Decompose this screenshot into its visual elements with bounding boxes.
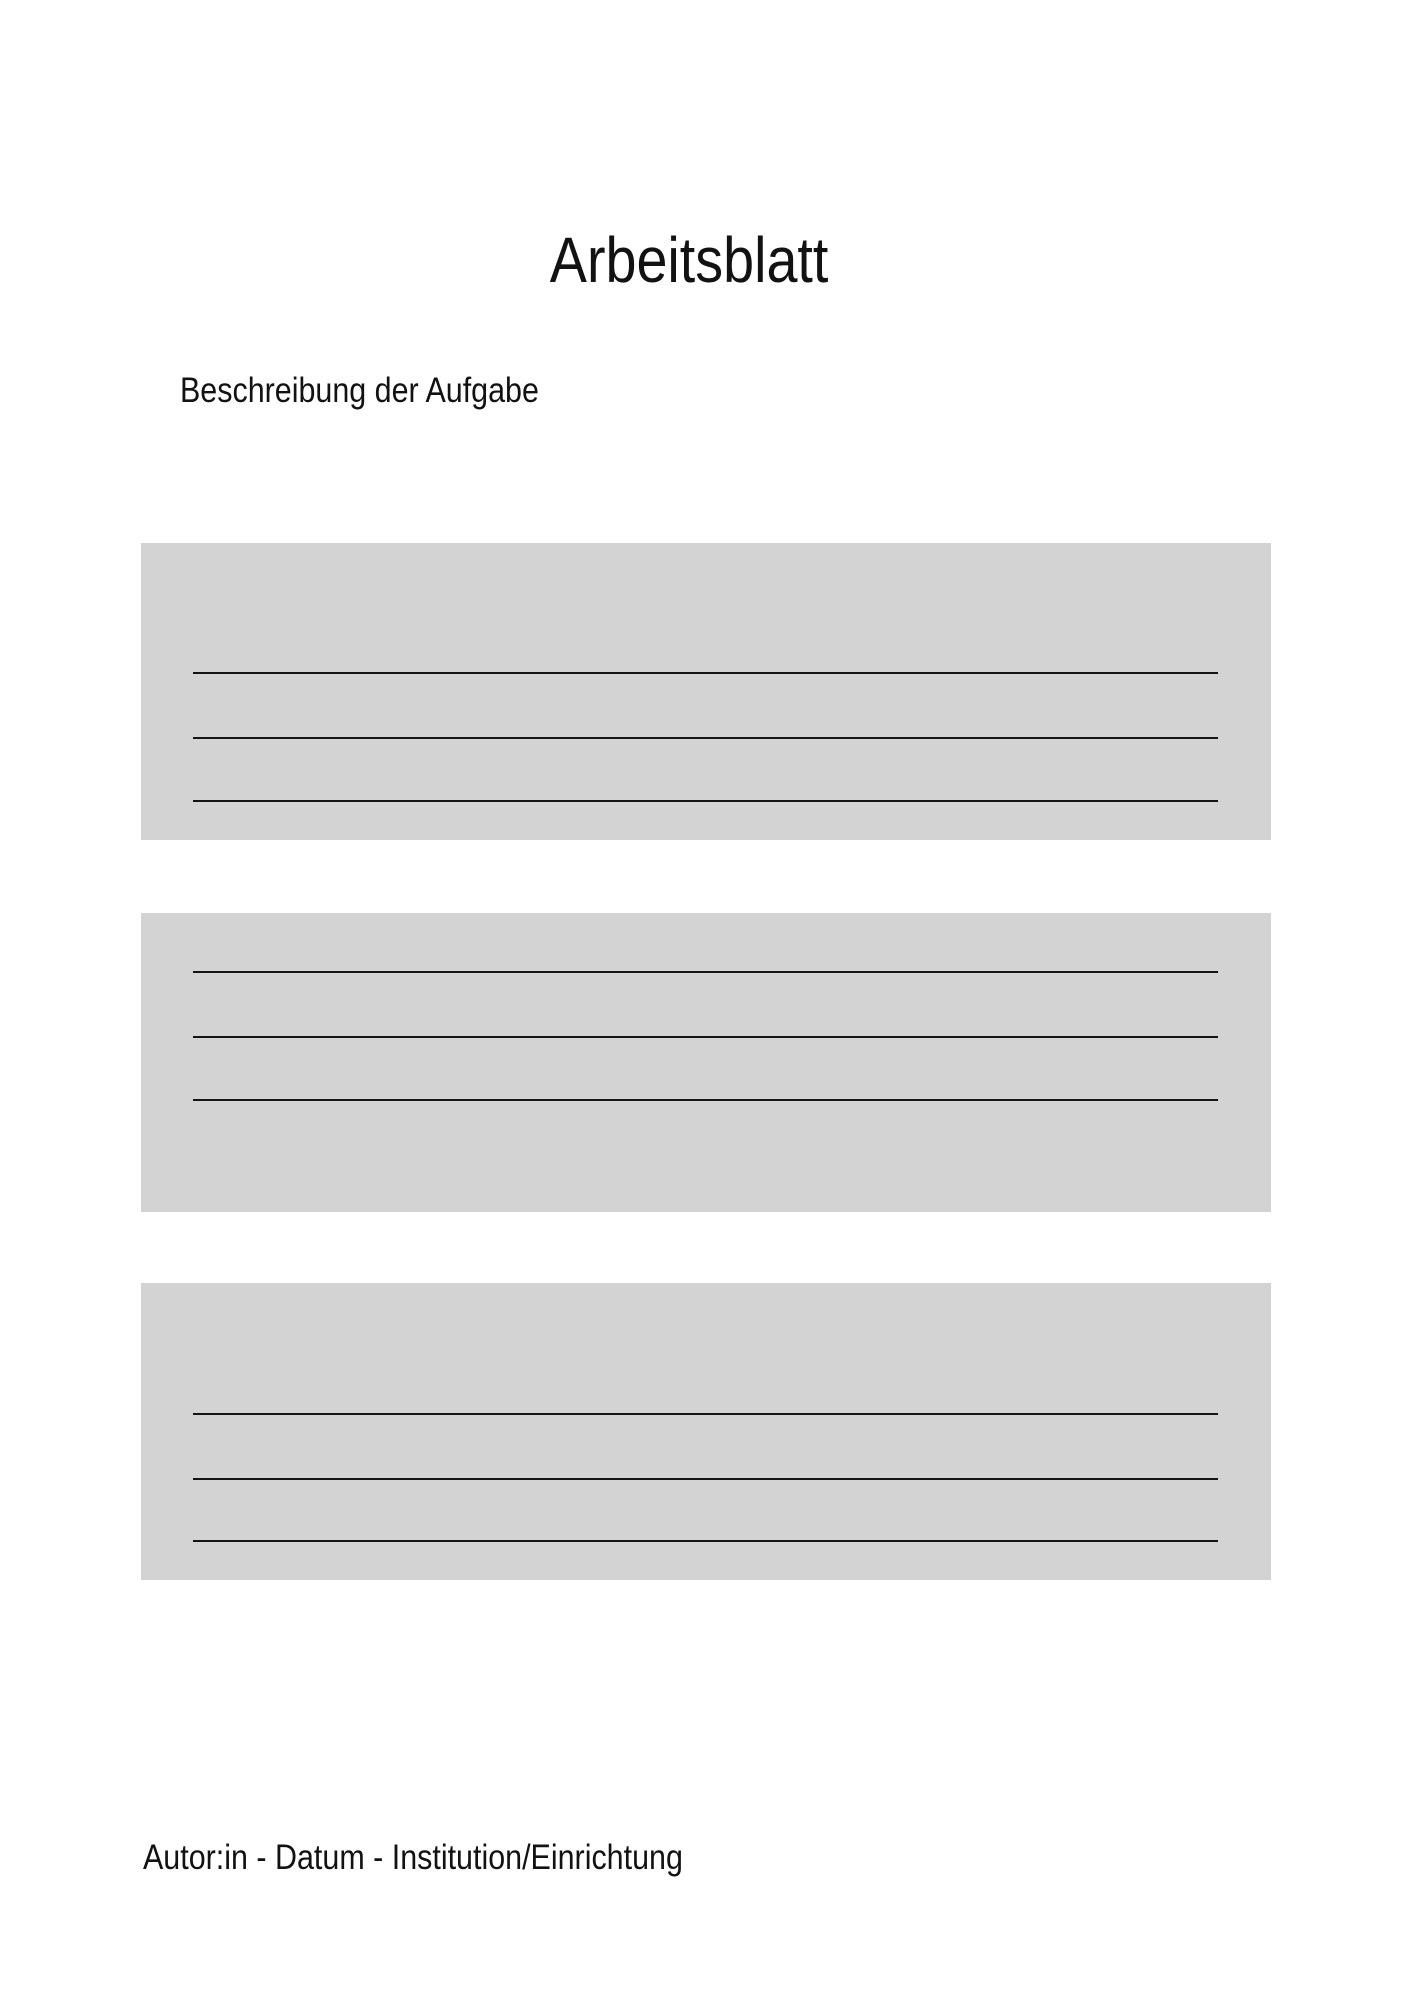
writing-line (193, 672, 1218, 674)
page-title (0, 222, 1378, 299)
writing-line (193, 971, 1218, 973)
writing-line (193, 1099, 1218, 1101)
footer-credit (143, 1837, 764, 1879)
page-title-text: Arbeitsblatt (549, 224, 829, 296)
writing-line (193, 1036, 1218, 1038)
footer-credit-text: Autor:in - Datum - Institution/Einrichtung (143, 1838, 683, 1877)
answer-box (141, 1283, 1271, 1580)
writing-line (193, 1540, 1218, 1542)
writing-line (193, 1413, 1218, 1415)
task-description-text: Beschreibung der Aufgabe (180, 371, 539, 410)
answer-box (141, 543, 1271, 840)
writing-line (193, 737, 1218, 739)
writing-line (193, 1478, 1218, 1480)
writing-line (193, 800, 1218, 802)
task-description (180, 370, 593, 412)
answer-box (141, 913, 1271, 1212)
